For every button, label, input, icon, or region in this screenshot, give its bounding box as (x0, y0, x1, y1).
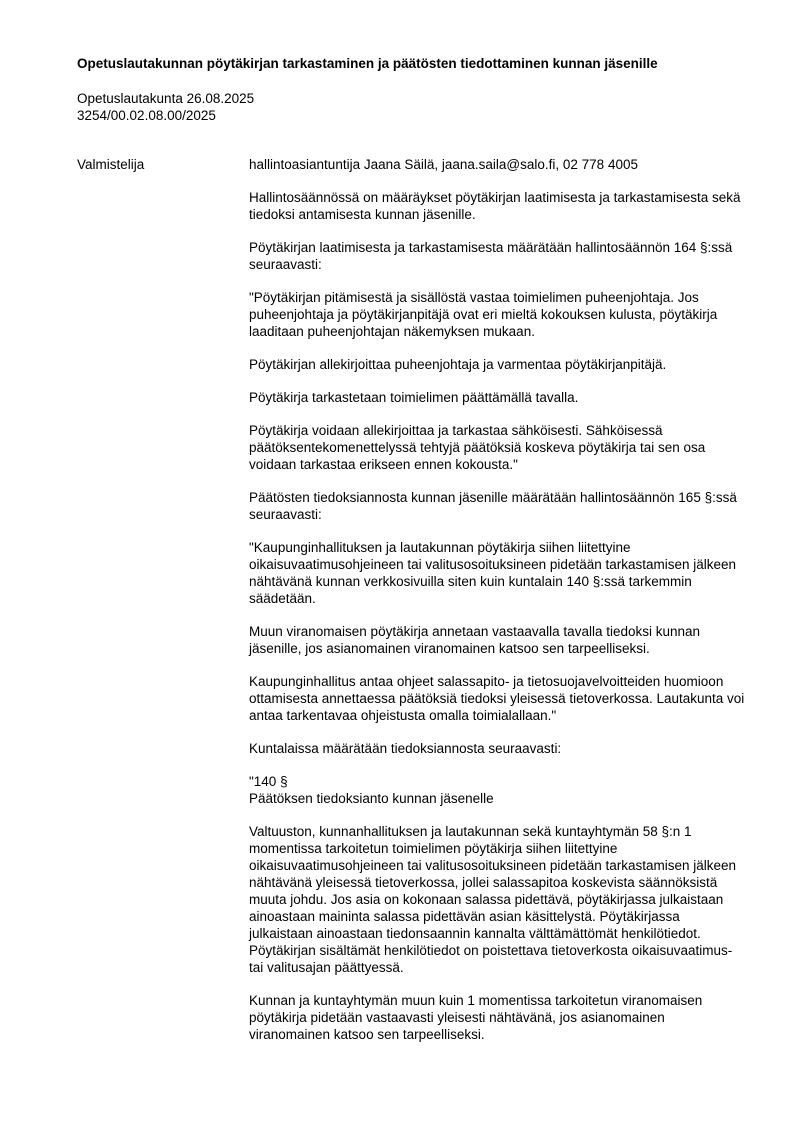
body-paragraph: Päätösten tiedoksiannosta kunnan jäsenille määrätään hallintosäännön 165 §:ssä seuraavasti: (249, 490, 737, 522)
section-title: Päätöksen tiedoksianto kunnan jäsenelle (249, 791, 494, 806)
meeting-name: Opetuslautakunta 26.08.2025 (77, 91, 255, 106)
quote-paragraph: Pöytäkirjan allekirjoittaa puheenjohtaja ja varmentaa pöytäkirjanpitäjä. (249, 357, 667, 372)
document-title: Opetuslautakunnan pöytäkirjan tarkastaminen ja päätösten tiedottaminen kunnan jäsenille (77, 56, 658, 71)
body-paragraph: Kuntalaissa määrätään tiedoksiannosta seuraavasti: (249, 741, 562, 756)
quote-paragraph: "Pöytäkirjan pitämisestä ja sisällöstä vastaa toimielimen puheenjohtaja. Jos puheenjohtaja ja pöytäkirjanpitäjä ovat eri mieltä kokouksen kulusta, pöytäkirja laaditaan puheenjohtajan näkemyksen mukaan. (249, 290, 718, 339)
law-paragraph: Valtuuston, kunnanhallituksen ja lautakunnan sekä kuntayhtymän 58 §:n 1 momentissa tarkoitetun toimielimen pöytäkirja siihen liitettyine oikaisuvaatimusohjeineen tai valitusosoituksineen pidetään tarkastamisen jälkeen nähtävänä yleisessä tietoverkossa, jollei salassapitoa koskevista säännöksistä muuta johdu. Jos asia on kokonaan salassa pidettävä, pöytäkirjassa julkaistaan ainoastaan maininta salassa pidettävän asian käsittelystä. Pöytäkirjassa julkaistaan ainoastaan tiedonsaannin kannalta välttämättömät henkilötiedot. Pöytäkirjan sisältämät henkilötiedot on poistettava tietoverkosta oikaisuvaatimus- tai valitusajan päättyessä. (249, 824, 737, 975)
quote-paragraph: "Kaupunginhallituksen ja lautakunnan pöytäkirja siihen liitettyine oikaisuvaatimusohjeineen tai valitusosoituksineen pidetään tarkastamisen jälkeen nähtävänä kunnan verkkosivuilla siten kuin kuntalain 140 §:ssä tarkemmin säädetään. (249, 540, 737, 606)
law-section-heading (249, 773, 747, 807)
body-paragraph: Pöytäkirjan laatimisesta ja tarkastamisesta määrätään hallintosäännön 164 §:ssä seuraavasti: (249, 240, 733, 272)
quote-paragraph: Kaupunginhallitus antaa ohjeet salassapito- ja tietosuojavelvoitteiden huomioon ottamisesta annettaessa päätöksiä tiedoksi yleisessä tietoverkossa. Lautakunta voi antaa tarkentavaa ohjeistusta omalla toimialallaan." (249, 674, 745, 723)
quote-paragraph: Muun viranomaisen pöytäkirja annetaan vastaavalla tavalla tiedoksi kunnan jäsenille, jos asianomainen viranomainen katsoo sen tarpeelliseksi. (249, 624, 701, 656)
document-body (249, 156, 747, 1059)
meeting-info (77, 90, 254, 124)
preparer-contact: hallintoasiantuntija Jaana Säilä, jaana.saila@salo.fi, 02 778 4005 (249, 157, 638, 172)
quote-paragraph: Pöytäkirja tarkastetaan toimielimen päättämällä tavalla. (249, 390, 579, 405)
quote-paragraph: Pöytäkirja voidaan allekirjoittaa ja tarkastaa sähköisesti. Sähköisessä päätöksentekomenettelyssä tehtyjä päätöksiä koskeva pöytäkirja tai sen osa voidaan tarkastaa erikseen ennen kokousta." (249, 423, 706, 472)
reference-number: 3254/00.02.08.00/2025 (77, 108, 216, 123)
law-paragraph: Kunnan ja kuntayhtymän muun kuin 1 momentissa tarkoitetun viranomaisen pöytäkirja pidetään vastaavasti yleisesti nähtävänä, jos asianomainen viranomainen katsoo sen tarpeelliseksi. (249, 993, 703, 1042)
preparer-label: Valmistelija (77, 157, 145, 172)
section-number: "140 § (249, 774, 288, 789)
body-paragraph: Hallintosäännössä on määräykset pöytäkirjan laatimisesta ja tarkastamisesta sekä tiedoksi antamisesta kunnan jäsenille. (249, 190, 741, 222)
